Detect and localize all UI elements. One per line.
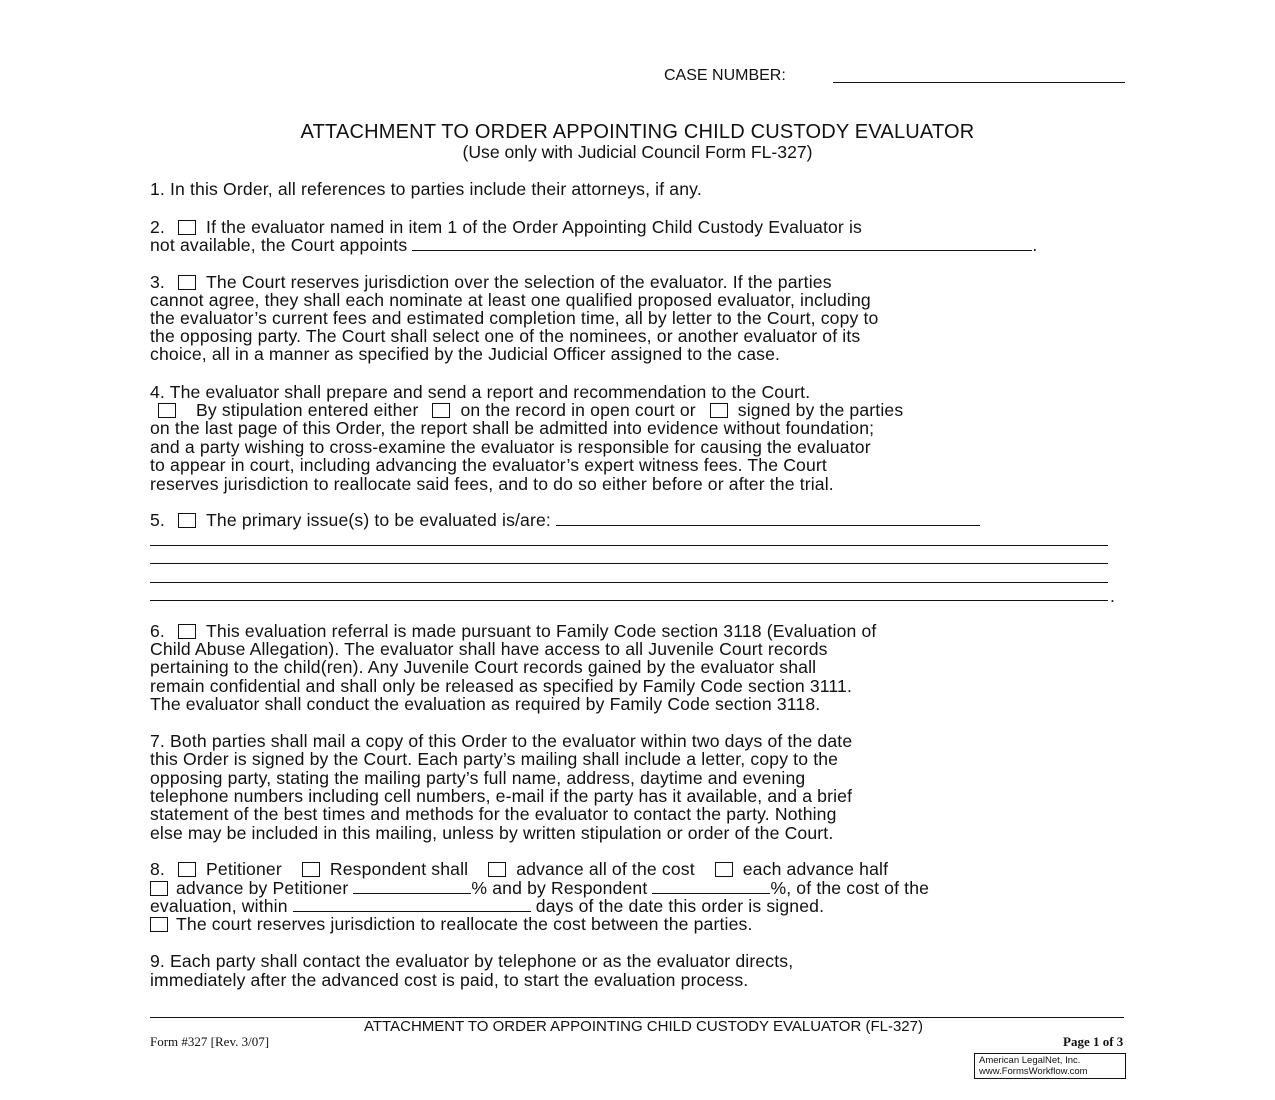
item-5-line-1 (150, 511, 980, 529)
page-indicator: Page 1 of 3 (1063, 1034, 1124, 1049)
item-3-line-2: cannot agree, they shall each nominate at least one qualified proposed evaluator, including (150, 290, 871, 310)
stipulation-label: By stipulation entered either (196, 400, 419, 420)
item-8-line-4 (150, 915, 753, 933)
reserve-jurisdiction-checkbox[interactable] (150, 917, 168, 932)
item-6-line-4: remain confidential and shall only be released as specified by Family Code section 3111. (150, 676, 853, 696)
item-3-line-4: the opposing party. The Court shall select one of the nominees, or another evaluator of its (150, 326, 861, 346)
item-1-text: 1. In this Order, all references to parties include their attorneys, if any. (150, 179, 702, 199)
petitioner-percent-field[interactable] (353, 879, 471, 894)
cost-of-label: %, of the cost of the (770, 878, 930, 898)
item-4-line-6: reserves jurisdiction to reallocate said fees, and to do so either before or after the trial. (150, 474, 834, 494)
case-number-label: CASE NUMBER: (664, 67, 786, 84)
item-6-text: This evaluation referral is made pursuant to Family Code section 3118 (Evaluation of (206, 621, 877, 641)
item-6-line-2: Child Abuse Allegation). The evaluator shall have access to all Juvenile Court records (150, 639, 828, 659)
item-6-line-3: pertaining to the child(ren). Any Juvenile Court records gained by the evaluator shall (150, 657, 817, 677)
signed-by-parties-label: signed by the parties (737, 400, 904, 420)
publisher-box (974, 1053, 1126, 1079)
item-4-line-5: to appear in court, including advancing the evaluator’s expert witness fees. The Court (150, 455, 827, 475)
signed-by-parties-checkbox[interactable] (710, 403, 728, 418)
petitioner-label: Petitioner (206, 859, 282, 879)
item-2-appoints-text: not available, the Court appoints (150, 235, 408, 255)
stipulation-checkbox[interactable] (158, 403, 176, 418)
item-5-number: 5. (150, 510, 165, 530)
form-number: Form #327 [Rev. 3/07] (150, 1034, 270, 1049)
case-number-field[interactable] (833, 82, 1125, 83)
publisher-name: American LegalNet, Inc. (979, 1055, 1081, 1066)
primary-issues-field-1[interactable] (556, 511, 980, 526)
item-9-line-2: immediately after the advanced cost is paid, to start the evaluation process. (150, 970, 749, 990)
item-2-line-1 (150, 218, 862, 236)
item-5-text: The primary issue(s) to be evaluated is/are: (206, 510, 551, 530)
item-7-line-5: statement of the best times and methods for the evaluator to contact the party. Nothing (150, 804, 837, 824)
item-6-number: 6. (150, 621, 165, 641)
respondent-percent-label: % and by Respondent (471, 878, 648, 898)
primary-issues-field-5[interactable] (150, 600, 1108, 601)
advance-all-cost-label: advance all of the cost (516, 859, 695, 879)
item-2-number: 2. (150, 217, 165, 237)
item-7-line-2: this Order is signed by the Court. Each party’s mailing shall include a letter, copy to the (150, 749, 839, 769)
item-8-number: 8. (150, 859, 165, 879)
primary-issues-field-3[interactable] (150, 563, 1108, 564)
item-8-line-1 (150, 860, 888, 878)
primary-issues-field-4[interactable] (150, 582, 1108, 583)
item-2-checkbox[interactable] (178, 220, 196, 235)
primary-issues-field-2[interactable] (150, 545, 1108, 546)
item-7-line-4: telephone numbers including cell numbers, e-mail if the party has it available, and a brief (150, 786, 853, 806)
item-7-line-1: 7. Both parties shall mail a copy of this Order to the evaluator within two days of the date (150, 731, 853, 751)
evaluation-within-label: evaluation, within (150, 896, 288, 916)
item-3-line-1 (150, 273, 832, 291)
petitioner-checkbox[interactable] (178, 862, 196, 877)
item-3-line-3: the evaluator’s current fees and estimated completion time, all by letter to the Court, copy to (150, 308, 879, 328)
item-6-line-1 (150, 622, 876, 640)
form-subtitle: (Use only with Judicial Council Form FL-327) (462, 142, 813, 162)
item-4-line-2 (158, 401, 903, 419)
item-3-text: The Court reserves jurisdiction over the selection of the evaluator. If the parties (206, 272, 832, 292)
item-9-line-1: 9. Each party shall contact the evaluator by telephone or as the evaluator directs, (150, 951, 794, 971)
respondent-checkbox[interactable] (302, 862, 320, 877)
respondent-percent-field[interactable] (652, 879, 770, 894)
respondent-label: Respondent shall (329, 859, 469, 879)
form-title: ATTACHMENT TO ORDER APPOINTING CHILD CUSTODY EVALUATOR (300, 121, 975, 143)
item-4-line-3: on the last page of this Order, the report shall be admitted into evidence without foundation; (150, 418, 875, 438)
case-number-row (664, 67, 786, 85)
item-4-line-1: 4. The evaluator shall prepare and send a report and recommendation to the Court. (150, 382, 811, 402)
advance-by-petitioner-checkbox[interactable] (150, 881, 168, 896)
item-5-checkbox[interactable] (178, 513, 196, 528)
publisher-url[interactable]: www.FormsWorkflow.com (979, 1066, 1088, 1077)
item-3-number: 3. (150, 272, 165, 292)
open-court-label: on the record in open court or (460, 400, 696, 420)
open-court-checkbox[interactable] (432, 403, 450, 418)
advance-half-checkbox[interactable] (715, 862, 733, 877)
item-8-line-3 (150, 897, 824, 915)
item-6-checkbox[interactable] (178, 624, 196, 639)
advance-by-petitioner-label: advance by Petitioner (176, 878, 349, 898)
item-3-line-5: choice, all in a manner as specified by the Judicial Officer assigned to the case. (150, 344, 781, 364)
item-6-line-5: The evaluator shall conduct the evaluation as required by Family Code section 3118. (150, 694, 821, 714)
days-field[interactable] (293, 897, 531, 912)
item-2-line-2: not available, the Court appoints . (150, 235, 1038, 255)
advance-half-label: each advance half (742, 859, 889, 879)
item-2-text: If the evaluator named in item 1 of the Order Appointing Child Custody Evaluator is (206, 217, 862, 237)
footer-title: ATTACHMENT TO ORDER APPOINTING CHILD CUSTODY EVALUATOR (FL-327) (364, 1018, 923, 1035)
item-7-line-6: else may be included in this mailing, unless by written stipulation or order of the Court. (150, 823, 834, 843)
appointed-evaluator-field[interactable] (412, 236, 1032, 251)
advance-all-cost-checkbox[interactable] (488, 862, 506, 877)
days-label: days of the date this order is signed. (535, 896, 825, 916)
item-3-checkbox[interactable] (178, 275, 196, 290)
reserve-jurisdiction-label: The court reserves jurisdiction to reallocate the cost between the parties. (176, 914, 753, 934)
item-4-line-4: and a party wishing to cross-examine the evaluator is responsible for causing the evaluator (150, 437, 871, 457)
item-8-line-2 (150, 879, 929, 897)
item-7-line-3: opposing party, stating the mailing party’s full name, address, daytime and evening (150, 768, 806, 788)
